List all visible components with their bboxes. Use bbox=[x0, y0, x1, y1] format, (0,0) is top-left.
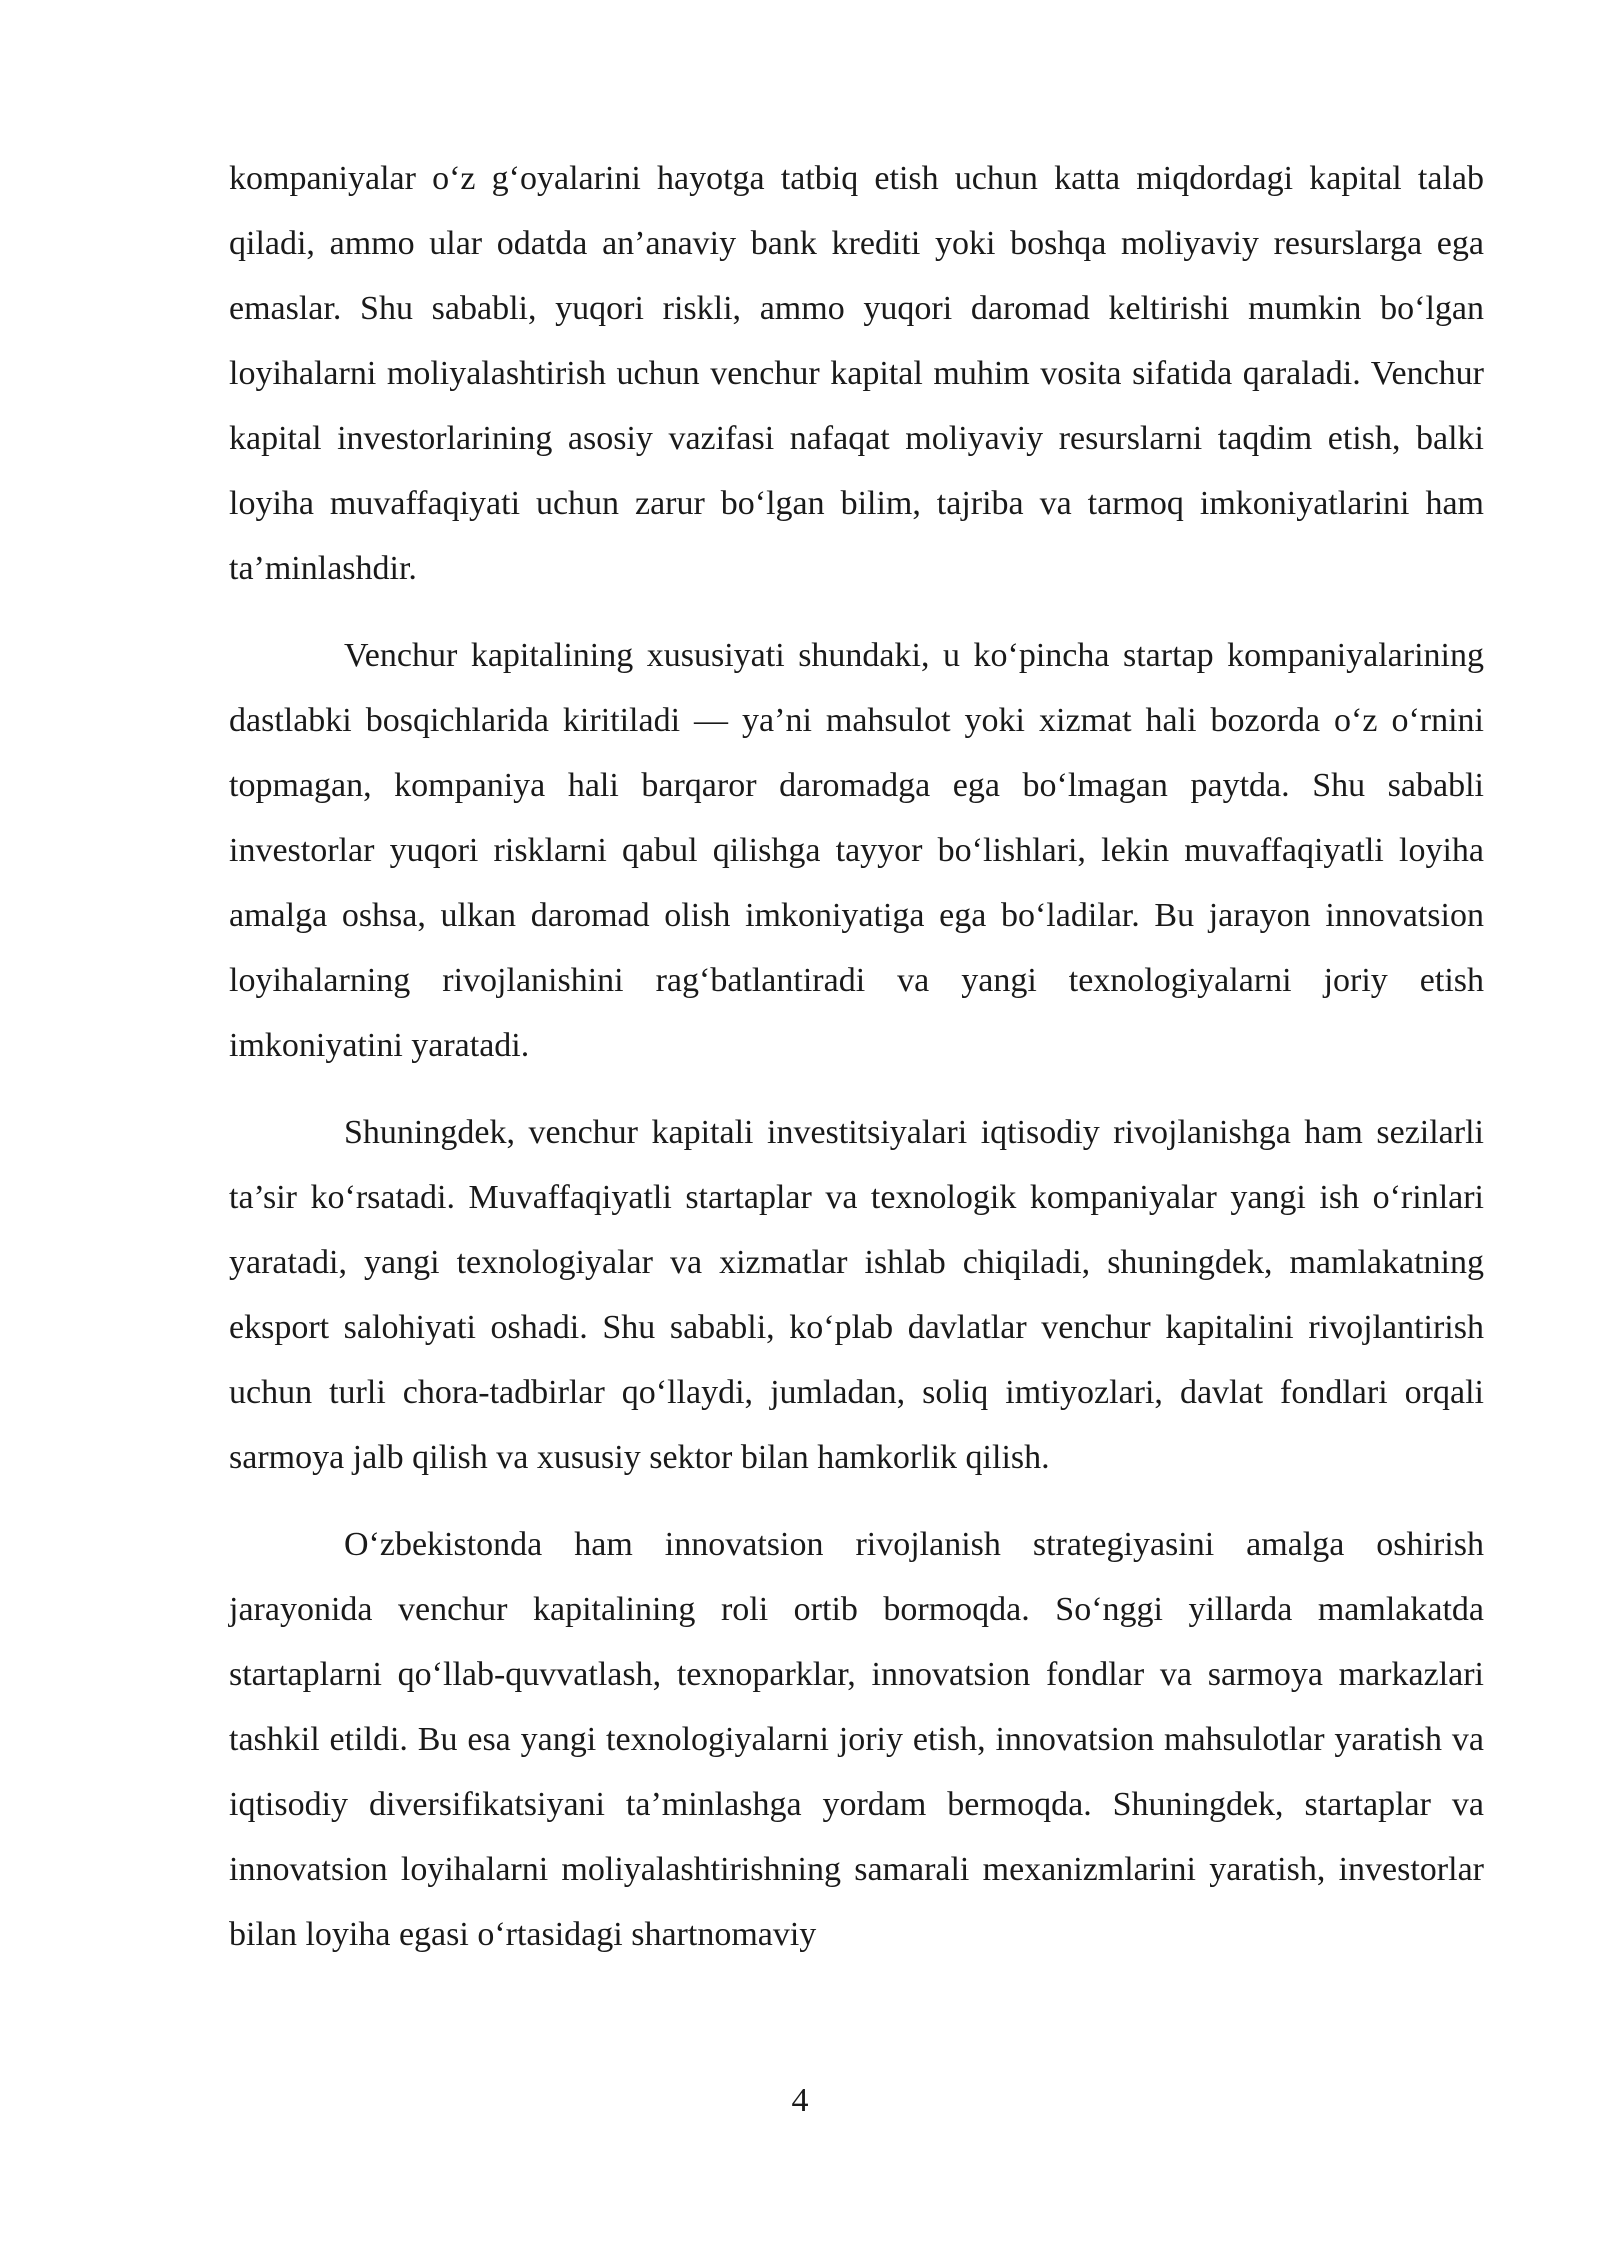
body-text bbox=[229, 146, 1484, 1989]
paragraph-iqtisodiy-rivojlanish: Shuningdek, venchur kapitali investitsiyalari iqtisodiy rivojlanishga ham sezilarli ta’sir ko‘rsatadi. Muvaffaqiyatli startaplar va texnologik kompaniyalar yangi ish o‘rinlari yaratadi, yangi texnologiyalar va xizmatlar ishlab chiqiladi, shuningdek, mamlakatning eksport salohiyati oshadi. Shu sababli, ko‘plab davlatlar venchur kapitalini rivojlantirish uchun turli chora-tadbirlar qo‘llaydi, jumladan, soliq imtiyozlari, davlat fondlari orqali sarmoya jalb qilish va xususiy sektor bilan hamkorlik qilish. bbox=[229, 1114, 1484, 1476]
paragraph-ozbekiston: O‘zbekistonda ham innovatsion rivojlanish strategiyasini amalga oshirish jarayonida venchur kapitalining roli ortib bormoqda. So‘nggi yillarda mamlakatda startaplarni qo‘llab-quvvatlash, texnoparklar, innovatsion fondlar va sarmoya markazlari tashkil etildi. Bu esa yangi texnologiyalarni joriy etish, innovatsion mahsulotlar yaratish va iqtisodiy diversifikatsiyani ta’minlashga yordam bermoqda. Shuningdek, startaplar va innovatsion loyihalarni moliyalashtirishning samarali mexanizmlarini yaratish, investorlar bilan loyiha egasi o‘rtasidagi shartnomaviy bbox=[229, 1526, 1484, 1953]
paragraph-continuation: kompaniyalar o‘z g‘oyalarini hayotga tatbiq etish uchun katta miqdordagi kapital talab qiladi, ammo ular odatda an’anaviy bank krediti yoki boshqa moliyaviy resurslarga ega emaslar. Shu sababli, yuqori riskli, ammo yuqori daromad keltirishi mumkin bo‘lgan loyihalarni moliyalashtirish uchun venchur kapital muhim vosita sifatida qaraladi. Venchur kapital investorlarining asosiy vazifasi nafaqat moliyaviy resurslarni taqdim etish, balki loyiha muvaffaqiyati uchun zarur bo‘lgan bilim, tajriba va tarmoq imkoniyatlarini ham ta’minlashdir. bbox=[229, 160, 1484, 587]
page-number: 4 bbox=[791, 2082, 809, 2119]
paragraph-venchur-xususiyati: Venchur kapitalining xususiyati shundaki, u ko‘pincha startap kompaniyalarining dastlabki bosqichlarida kiritiladi — ya’ni mahsulot yoki xizmat hali bozorda o‘z o‘rnini topmagan, kompaniya hali barqaror daromadga ega bo‘lmagan paytda. Shu sababli investorlar yuqori risklarni qabul qilishga tayyor bo‘lishlari, lekin muvaffaqiyatli loyiha amalga oshsa, ulkan daromad olish imkoniyatiga ega bo‘ladilar. Bu jarayon innovatsion loyihalarning rivojlanishini rag‘batlantiradi va yangi texnologiyalarni joriy etish imkoniyatini yaratadi. bbox=[229, 637, 1484, 1064]
